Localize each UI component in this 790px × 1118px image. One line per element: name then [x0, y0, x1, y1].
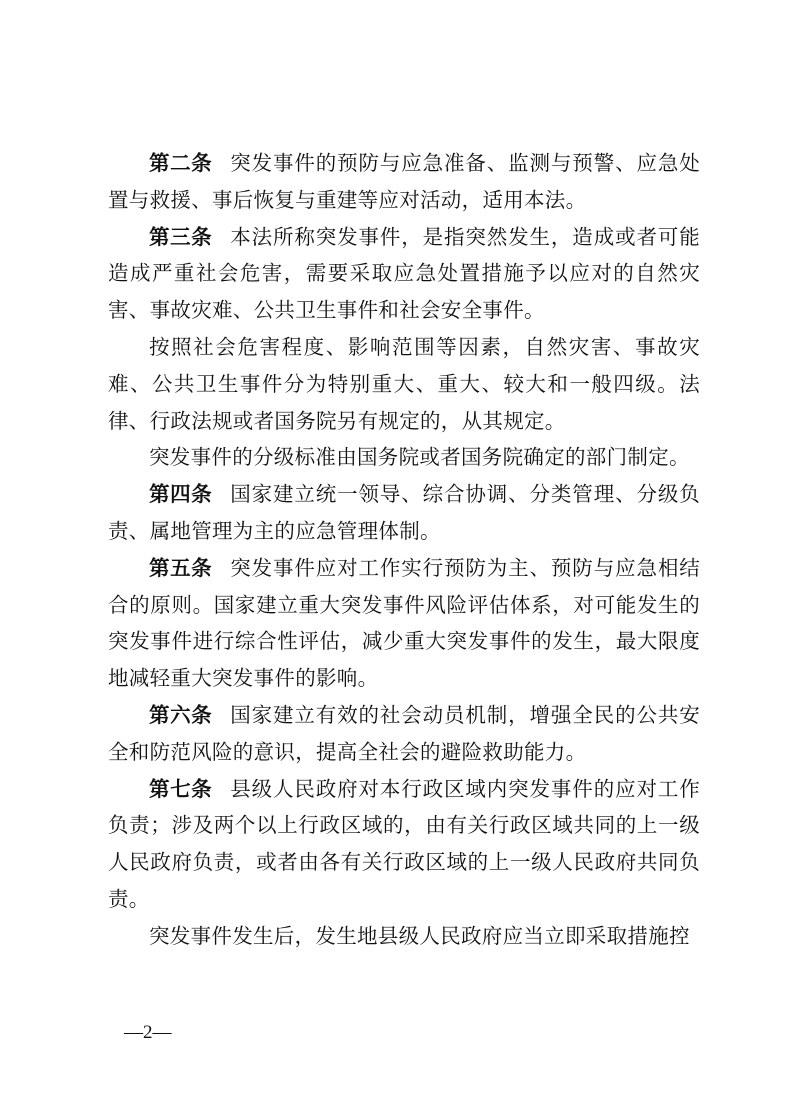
paragraph-grading-standard: [108, 439, 700, 476]
paragraph-after-event: [108, 918, 700, 955]
article-title: 第二条: [149, 151, 213, 175]
article-title: 第四条: [149, 482, 213, 507]
paragraph-grading: [108, 329, 700, 439]
paragraph-text: 突发事件的分级标准由国务院或者国务院确定的部门制定。: [149, 445, 690, 470]
paragraph-article-7: [108, 771, 700, 918]
paragraph-article-4: [108, 476, 700, 550]
article-title: 第五条: [149, 555, 213, 580]
paragraph-article-3: [108, 219, 700, 329]
article-title: 第七条: [149, 776, 213, 801]
page-number: —2—: [124, 1022, 172, 1043]
article-text: 本法所称突发事件，是指突然发生，造成或者可能造成严重社会危害，需要采取应急处置措施予以应对的自然灾害、事故灾难、公共卫生事件和社会安全事件。: [108, 224, 701, 323]
paragraph-article-5: [108, 550, 700, 697]
paragraph-text: 按照社会危害程度、影响范围等因素，自然灾害、事故灾难、公共卫生事件分为特别重大、重大、较大和一般四级。法律、行政法规或者国务院另有规定的，从其规定。: [108, 334, 700, 433]
paragraph-text: 突发事件发生后，发生地县级人民政府应当立即采取措施控: [149, 923, 690, 948]
article-title: 第六条: [149, 702, 213, 727]
article-text: 县级人民政府对本行政区域内突发事件的应对工作负责；涉及两个以上行政区域的，由有关行政区域共同的上一级人民政府负责，或者由各有关行政区域的上一级人民政府共同负责。: [108, 776, 701, 911]
article-text: 国家建立有效的社会动员机制，增强全民的公共安全和防范风险的意识，提高全社会的避险救助能力。: [108, 702, 701, 764]
article-text: 突发事件的预防与应急准备、监测与预警、应急处置与救援、事后恢复与重建等应对活动，适用本法。: [108, 151, 701, 212]
article-text: 突发事件应对工作实行预防为主、预防与应急相结合的原则。国家建立重大突发事件风险评估体系，对可能发生的突发事件进行综合性评估，减少重大突发事件的发生，最大限度地减轻重大突发事件的影响。: [108, 555, 701, 691]
paragraph-article-6: [108, 697, 700, 771]
article-title: 第三条: [149, 224, 213, 249]
document-body: [108, 145, 700, 955]
article-text: 国家建立统一领导、综合协调、分类管理、分级负责、属地管理为主的应急管理体制。: [108, 482, 701, 543]
paragraph-article-2: [108, 145, 700, 219]
